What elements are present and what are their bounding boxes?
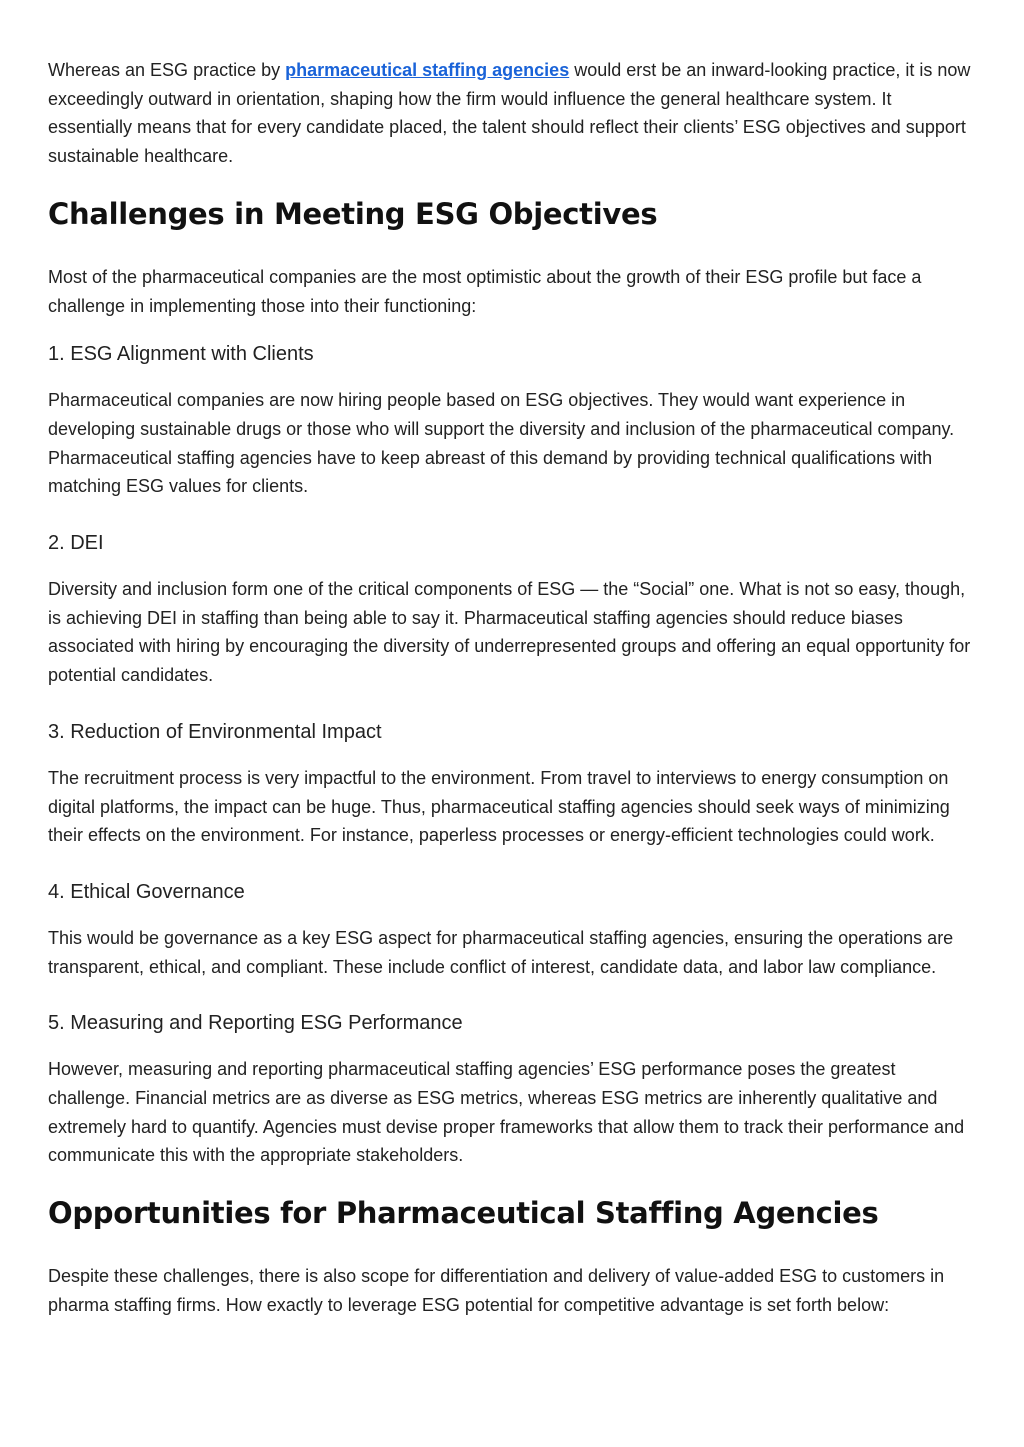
challenge-item <box>48 1009 978 1170</box>
opportunities-intro: Despite these challenges, there is also scope for differentiation and delivery of value-added ESG to customers in pharma staffing firms. How exactly to leverage ESG potential for competitive advantage is set forth below: <box>48 1266 945 1315</box>
intro-text-after-link: would erst be an inward-looking practice, it is now exceedingly outward in orientation, shaping how the firm would influence the general healthcare system. It essentially means that for every candidate placed, the talent should reflect their clients’ ESG objectives and support sustainable healthcare. <box>48 60 971 167</box>
opportunities-heading: Opportunities for Pharmaceutical Staffing Agencies <box>48 1196 879 1231</box>
challenge-text-measuring-reporting: However, measuring and reporting pharmaceutical staffing agencies’ ESG performance poses the greatest challenge. Financial metrics are as diverse as ESG metrics, whereas ESG metrics are inherently qualitative and extremely hard to quantify. Agencies must devise proper frameworks that allow them to track their performance and communicate this with the appropriate stakeholders. <box>48 1059 965 1166</box>
challenge-heading-dei: 2. DEI <box>48 532 104 555</box>
opportunities-section <box>48 1194 978 1319</box>
challenges-section <box>48 195 978 1170</box>
challenge-text-dei: Diversity and inclusion form one of the critical components of ESG — the “Social” one. What is not so easy, though, is achieving DEI in staffing than being able to say it. Pharmaceutical staffing agencies should reduce biases associated with hiring by encouraging the diversity of underrepresented groups and offering an equal opportunity for potential candidates. <box>48 579 971 686</box>
challenge-item <box>48 529 978 690</box>
challenge-heading-ethical-governance: 4. Ethical Governance <box>48 880 245 903</box>
challenge-item <box>48 340 978 501</box>
challenges-intro: Most of the pharmaceutical companies are the most optimistic about the growth of their ESG profile but face a challenge in implementing those into their functioning: <box>48 266 922 316</box>
challenge-item <box>48 718 978 850</box>
challenge-text-esg-alignment: Pharmaceutical companies are now hiring people based on ESG objectives. They would want experience in developing sustainable drugs or those who will support the diversity and inclusion of the pharmaceutical company. Pharmaceutical staffing agencies have to keep abreast of this demand by providing technical qualifications with matching ESG values for clients. <box>48 390 955 497</box>
challenge-list <box>48 340 978 1170</box>
challenge-text-environmental-impact: The recruitment process is very impactful to the environment. From travel to interviews to energy consumption on digital platforms, the impact can be huge. Thus, pharmaceutical staffing agencies should seek ways of minimizing their effects on the environment. For instance, paperless processes or energy-efficient technologies could work. <box>48 767 950 846</box>
article-body <box>48 56 978 1340</box>
intro-paragraph <box>48 56 978 171</box>
intro-text-before-link: Whereas an ESG practice by <box>48 60 286 80</box>
challenge-heading-measuring-reporting: 5. Measuring and Reporting ESG Performance <box>48 1012 463 1035</box>
challenge-heading-esg-alignment: 1. ESG Alignment with Clients <box>48 343 314 366</box>
challenge-item <box>48 878 978 981</box>
challenge-text-ethical-governance: This would be governance as a key ESG aspect for pharmaceutical staffing agencies, ensuring the operations are transparent, ethical, and compliant. These include conflict of interest, candidate data, and labor law compliance. <box>48 927 954 977</box>
challenges-heading: Challenges in Meeting ESG Objectives <box>48 196 658 231</box>
pharmaceutical-staffing-agencies-link[interactable]: pharmaceutical staffing agencies <box>285 60 570 80</box>
challenge-heading-environmental-impact: 3. Reduction of Environmental Impact <box>48 720 382 743</box>
